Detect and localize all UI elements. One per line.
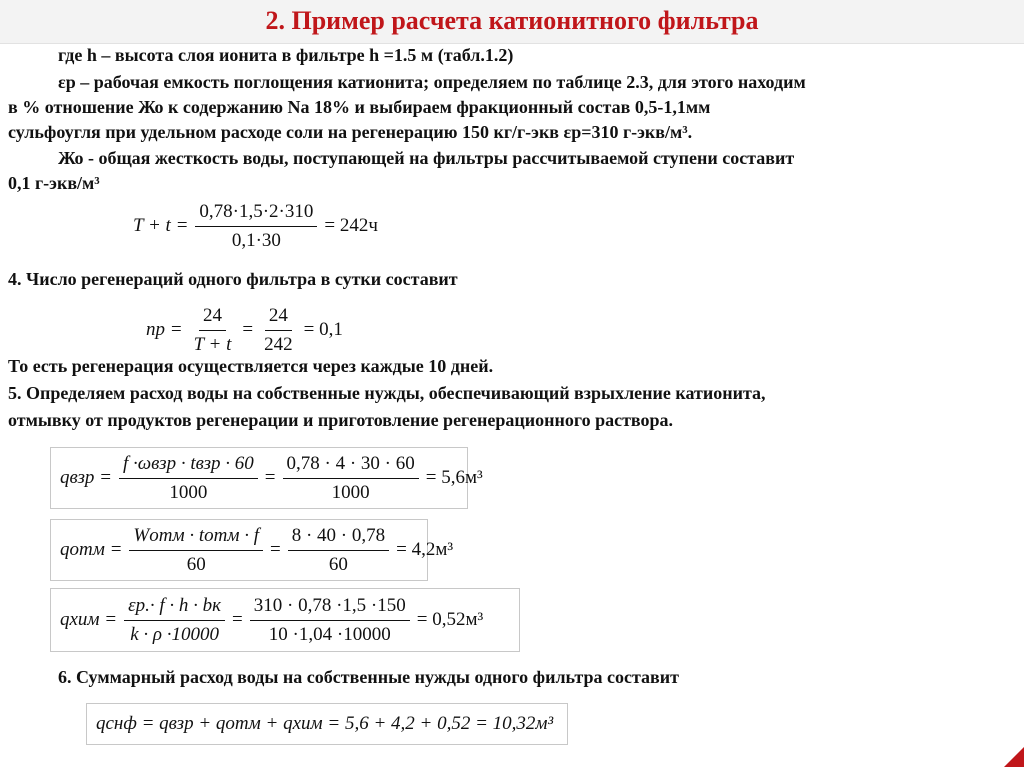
formula-washing-water [50,519,454,581]
fraction-numerator: Wотм · tотм · f [129,524,263,551]
formula-lhs: T + t = [133,215,189,236]
fraction-denominator: 60 [186,553,206,575]
formula-fraction [284,524,393,577]
text-line-5: Жо - общая жесткость воды, поступающей на фильтры рассчитываемой ступени составит [58,148,795,168]
text-line-1: где h – высота слоя ионита в фильтре h =1.5 м (табл.1.2) [58,45,514,65]
fraction-numerator: f ·ωвзр · tвзр · 60 [119,452,258,479]
text-line-3: в % отношение Жо к содержанию Na 18% и выбираем фракционный состав 0,5-1,1мм [8,97,711,117]
formula-fraction [256,304,301,357]
text-line-7: 4. Число регенераций одного фильтра в сутки составит [8,269,458,289]
fraction-denominator: T + t [193,333,232,355]
formula-lhs: qвзр = [60,467,112,488]
formula-fraction [115,452,262,505]
fraction-numerator: εр.· f · h · bк [124,594,225,621]
formula-regeneration-count [143,300,346,360]
formula-lhs: nр = [146,319,183,340]
formula-loosening-water [50,447,483,509]
formula-lhs: qотм = [60,539,123,560]
text-line-9: 5. Определяем расход воды на собственные нужды, обеспечивающий взрыхление катионита, [8,383,766,403]
fraction-numerator: 24 [265,304,292,331]
fraction-numerator: 310 · 0,78 ·1,5 ·150 [250,594,410,621]
formula-result: = 5,6м³ [425,467,483,488]
formula-fraction [246,594,414,647]
fraction-denominator: 242 [264,333,293,355]
formula-regeneration-time [130,196,381,256]
fraction-numerator: 8 · 40 · 0,78 [288,524,389,551]
formula-result: = 242ч [324,215,378,236]
fraction-denominator: 0,1·30 [231,229,281,251]
formula-regenerant-water [50,588,520,652]
text-line-4: сульфоугля при удельном расходе соли на регенерацию 150 кг/г-экв εр=310 г-экв/м³. [8,122,693,142]
text-line-2: εр – рабочая емкость поглощения катионита; определяем по таблице 2.3, для этого находим [58,72,806,92]
fraction-numerator: 0,78 · 4 · 30 · 60 [283,452,419,479]
title-bar [0,0,1024,44]
fraction-denominator: 10 ·1,04 ·10000 [268,623,391,645]
formula-fraction [120,594,229,647]
formula-fraction [191,200,321,253]
fraction-denominator: 1000 [331,481,370,503]
formula-result: = 0,52м³ [416,609,484,630]
formula-fraction [125,524,267,577]
formula-result: = 4,2м³ [396,539,454,560]
equals-sign: = [264,467,276,488]
text-line-11: 6. Суммарный расход воды на собственные нужды одного фильтра составит [58,667,679,687]
equals-sign: = [242,319,254,340]
text-line-8: То есть регенерация осуществляется через каждые 10 дней. [8,356,494,376]
slide-title: 2. Пример расчета катионитного фильтра [265,6,759,35]
text-line-10: отмывку от продуктов регенерации и приготовление регенерационного раствора. [8,410,674,430]
formula-expression: qснф = qвзр + qотм + qхим = 5,6 + 4,2 + 0,52 = 10,32м³ [96,713,554,734]
fraction-denominator: 1000 [169,481,208,503]
formula-lhs: qхим = [60,609,118,630]
formula-fraction [279,452,423,505]
formula-total-water [86,703,568,745]
fraction-denominator: k · ρ ·10000 [130,623,219,645]
equals-sign: = [270,539,281,560]
fraction-numerator: 24 [199,304,226,331]
formula-fraction [186,304,240,357]
formula-result: = 0,1 [303,319,343,340]
fraction-denominator: 60 [328,553,348,575]
fraction-numerator: 0,78·1,5·2·310 [195,200,317,227]
corner-accent [1004,747,1024,767]
text-line-6: 0,1 г-экв/м³ [8,173,100,193]
equals-sign: = [232,609,243,630]
